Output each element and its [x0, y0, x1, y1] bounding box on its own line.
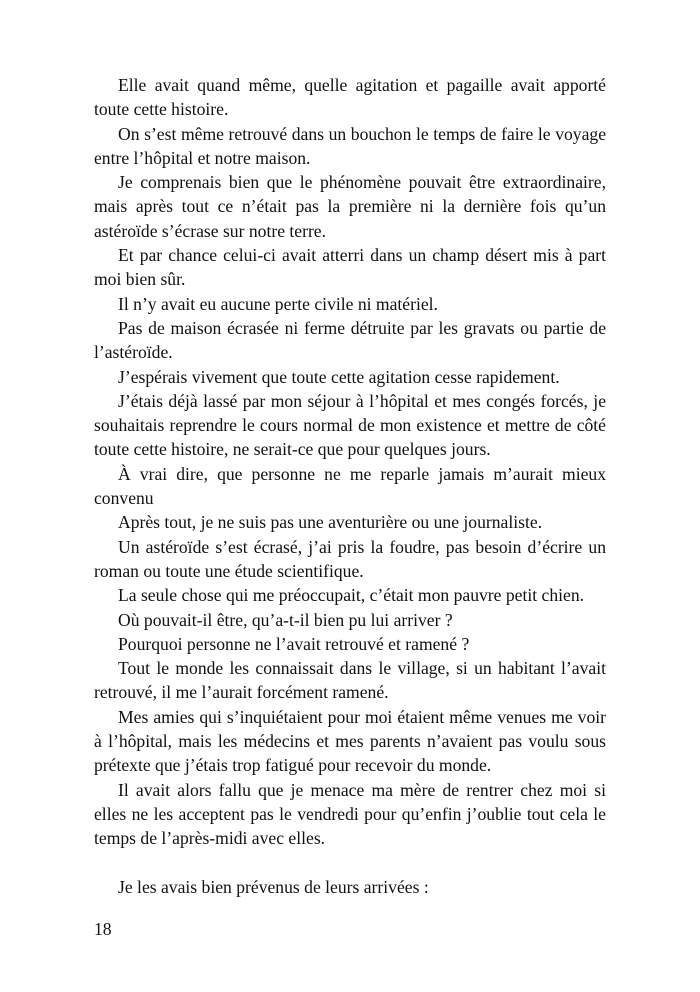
- paragraph: La seule chose qui me préoccupait, c’était mon pauvre petit chien.: [118, 585, 585, 606]
- paragraph: J’espérais vivement que toute cette agitation cesse rapidement.: [118, 366, 560, 387]
- paragraph: Il avait alors fallu que je menace ma mère de rentrer chez moi si elles ne les acceptent pas le vendredi pour qu’enfin j’oublie tout cela le temps de l’après-midi avec elles.: [94, 779, 606, 849]
- page-body: [94, 73, 606, 899]
- paragraph: Je les avais bien prévenus de leurs arrivées :: [118, 876, 429, 897]
- paragraph: Je comprenais bien que le phénomène pouvait être extraordinaire, mais après tout ce n’était pas la première ni la dernière fois qu’un astéroïde s’écrase sur notre terre.: [94, 172, 606, 241]
- paragraph: J’étais déjà lassé par mon séjour à l’hôpital et mes congés forcés, je souhaitais reprendre le cours normal de mon existence et mettre de côté toute cette histoire, ne serait-ce que pour quelques jours.: [94, 390, 606, 460]
- paragraph: Pourquoi personne ne l’avait retrouvé et ramené ?: [118, 633, 470, 654]
- paragraph: Il n’y avait eu aucune perte civile ni matériel.: [118, 293, 438, 314]
- paragraph: À vrai dire, que personne ne me reparle jamais m’aurait mieux convenu: [94, 463, 606, 509]
- paragraph: Et par chance celui-ci avait atterri dans un champ désert mis à part moi bien sûr.: [94, 245, 606, 290]
- paragraph: Un astéroïde s’est écrasé, j’ai pris la foudre, pas besoin d’écrire un roman ou toute une étude scientifique.: [94, 536, 606, 581]
- paragraph: Mes amies qui s’inquiétaient pour moi étaient même venues me voir à l’hôpital, mais les médecins et mes parents n’avaient pas voulu sous prétexte que j’étais trop fatigué pour recevoir du monde.: [94, 706, 606, 776]
- paragraph: Où pouvait-il être, qu’a-t-il bien pu lui arriver ?: [118, 609, 453, 630]
- page-number: 18: [94, 919, 112, 939]
- paragraph: Pas de maison écrasée ni ferme détruite par les gravats ou partie de l’astéroïde.: [94, 317, 606, 363]
- paragraph: Elle avait quand même, quelle agitation et pagaille avait apporté toute cette histoire.: [94, 75, 606, 120]
- paragraph: On s’est même retrouvé dans un bouchon le temps de faire le voyage entre l’hôpital et notre maison.: [94, 123, 606, 168]
- paragraph: Tout le monde les connaissait dans le village, si un habitant l’avait retrouvé, il me l’aurait forcément ramené.: [94, 658, 606, 703]
- paragraph: Après tout, je ne suis pas une aventurière ou une journaliste.: [118, 512, 543, 533]
